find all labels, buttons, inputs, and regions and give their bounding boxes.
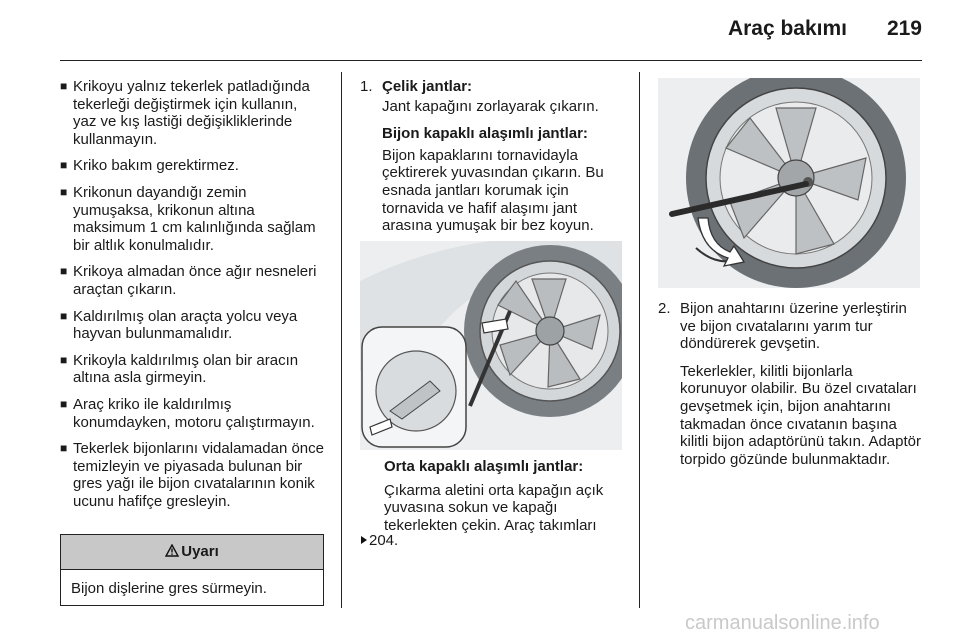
step-number: 1. [360, 78, 373, 95]
bullet-item: ■ Araç kriko ile kaldırılmış konumdayken, motoru çalıştırmayın. [60, 395, 315, 431]
column-divider-2 [639, 72, 640, 608]
bullet-item: ■ Krikoya almadan önce ağır nesneleri araçtan çıkarın. [60, 263, 317, 298]
alloy-text: Bijon kapaklarını tornavidayla çektirerek yuvasından çıkarın. Bu esnada jantları korumak için tornavida ve hafif alaşımı jant arasına yumuşak bir bez koyun. [382, 146, 604, 235]
bullet-item: ■ Krikoyu yalnız tekerlek patladığında tekerleği değiştirmek için kullanın, yaz ve kış lastiği değişikliklerinde kullanmayın. [60, 78, 310, 148]
section-title: Araç bakımı [727, 17, 847, 40]
step-1 [360, 78, 626, 235]
reference-page: 204. [369, 532, 399, 549]
page-header [60, 0, 922, 61]
column-left [60, 78, 324, 519]
bullet-item: ■ Kriko bakım gerektirmez. [60, 157, 239, 175]
steel-heading: Çelik jantlar: [382, 78, 473, 95]
warning-box [60, 534, 324, 606]
step-number: 2. [658, 300, 671, 317]
warning-icon [165, 536, 179, 549]
center-heading: Orta kapaklı alaşımlı jantlar: [384, 458, 584, 475]
center-cap-block [384, 458, 624, 534]
bullet-item: ■ Krikoyla kaldırılmış olan bir aracın altına asla girmeyin. [60, 351, 299, 387]
watermark: carmanualsonline.info [685, 612, 880, 634]
reference-arrow-icon [360, 532, 369, 550]
step-2 [658, 300, 922, 468]
warning-header [61, 535, 323, 570]
warning-title: Uyarı [181, 543, 219, 560]
bullet-item: ■ Tekerlek bijonlarını vidalamadan önce temizleyin ve piyasada bulunan bir gres yağı ile bijon cıvatalarının konik ucunu hafifçe gresleyin. [60, 440, 324, 510]
column-divider-1 [341, 72, 342, 608]
page-number: 219 [886, 17, 922, 40]
bullet-item: ■ Kaldırılmış olan araçta yolcu veya hayvan bulunmamalıdır. [60, 307, 298, 343]
alloy-heading: Bijon kapaklı alaşımlı jantlar: [382, 125, 588, 143]
step2-note: Tekerlekler, kilitli bijonlarla korunuyor olabilir. Bu özel cıvataları gevşetmek için, bijon anahtarını takmadan önce cıvatanın başına kilitli bijon adaptörünü takın. Adaptör torpido gözünde bulunmaktadır. [680, 362, 921, 468]
cross-reference [360, 532, 398, 550]
center-text: Çıkarma aletini orta kapağın açık yuvasına sokun ve kapağı tekerlekten çekin. Araç takımları [384, 481, 604, 534]
column-middle [360, 78, 626, 241]
warning-text: Bijon dişlerine gres sürmeyin. [71, 580, 267, 597]
steel-text: Jant kapağını zorlayarak çıkarın. [382, 97, 599, 115]
step2-text: Bijon anahtarını üzerine yerleştirin ve bijon cıvatalarını yarım tur döndürerek gevşetin. [680, 300, 907, 353]
bullet-item: ■ Krikonun dayandığı zemin yumuşaksa, krikonun altına maksimum 1 cm kalınlığında sağlam bir altlık konulmalıdır. [60, 183, 316, 254]
wheel-cap-removal-illustration [360, 241, 622, 450]
column-right [658, 300, 922, 474]
wheel-wrench-illustration [658, 78, 920, 288]
